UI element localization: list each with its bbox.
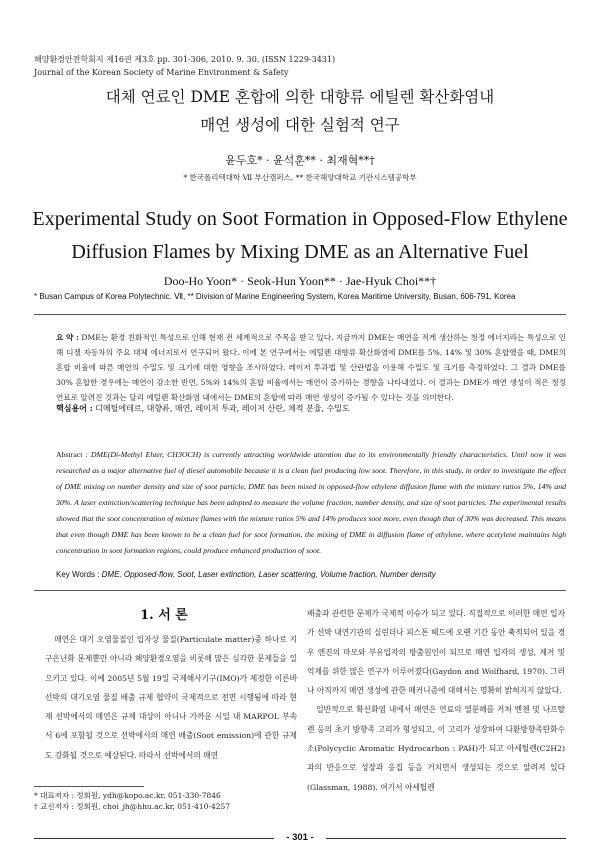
title-ko-line2: 매연 생성에 대한 실험적 연구 (200, 116, 400, 134)
abstract-en-label: Abstract : (56, 450, 88, 459)
journal-citation-ko: 해양환경안전학회지 제16권 제3호 pp. 301-306, 2010. 9. 30. (ISSN 1229-3431) (34, 55, 336, 64)
abstract-english (56, 447, 566, 559)
footnote-corresponding-author: * 대표저자 : 정회원, ydh@kopo.ac.kr, 051-330-7846 (34, 791, 221, 800)
body-column-left: 매연은 대기 오염물질인 입자상 물질(Particulate matter)중 하나로 지구온난화 문제뿐만 아니라 해양환경오염을 비롯해 많은 심각한 문제들을 일으키고 있다. 이에 2005년 5월 19일 국제해사기구(IMO)가 제정한 이른바 선박의 대기오염 물질 배출 규제 협약이 국제적으로 전면 시행됨에 따라 현재 선박에서의 매연은 규제 대상이 아니나 가까운 시일 내 MARPOL 부속서 6에 포함될 것으로 선박에서의 매연 배출(Soot emission)에 관한 규제도 강화될 것으로 예상된다. 따라서 선박에서의 매연 (45, 635, 297, 760)
page-number: - 301 - (286, 832, 314, 843)
authors-korean: 윤두호* · 윤석훈** · 최재혁**† (225, 154, 375, 167)
affiliation-english: * Busan Campus of Korea Polytechnic. Ⅶ, ** Division of Marine Engineering System, Korea Maritime University, Busan, 606-791, Korea (34, 292, 516, 301)
keywords-en-text: DME, Opposed-flow, Soot, Laser extinction, Laser scattering, Volume fraction, Number density (101, 570, 436, 579)
title-korean (0, 83, 600, 139)
keywords-ko-text: 디메틸에테르, 대향류, 매연, 레이저 투과, 레이저 산란, 체적 분율, 수밀도 (95, 404, 350, 413)
keywords-ko-label: 핵심용어 : (56, 403, 93, 413)
divider-bottom (34, 590, 566, 591)
title-en-line2: Diffusion Flames by Mixing DME as an Alternative Fuel (71, 241, 529, 263)
abstract-en-text: DME(Di-Methyl Ehter, CH3OCH) is currently attracting worldwide attention due to its environmentally friendly characteristics. Until now it was researched as a major alternative fuel of diesel automobile because it is a clean fuel producing low soot. Therefore, in this study, in order to investigate the effect of DME mixing on number density and size of soot particle, DME has been mixed in opposed-flow ethylene diffusion flame with the mixture ratios 5%, 14% and 30%. A laser extinction/scattering technique has been adopted to measure the volume fraction, number density, and size of soot particles. The experimental results showed that the soot concentration of mixture flames with the mixture ratios 5% and 14% produces soot more, even though that of 30% was decreased. This means that even though DME has been known to be a clean fuel for soot formation, the mixing of DME in diffusion flame of ethylene, where acetylene maintains high concentration in soot formation regions, could produce enhanced production of soot. (56, 450, 567, 555)
keywords-korean (56, 403, 350, 414)
title-ko-line1: 대체 연료인 DME 혼합에 의한 대향류 에틸렌 확산화염내 (105, 88, 495, 106)
abstract-ko-label: 요 약 : (56, 333, 79, 342)
affiliation-korean: * 한국폴리텍대학 Ⅶ 부산캠퍼스, ** 한국해양대학교 기관시스템공학부 (183, 173, 417, 182)
divider-top (34, 314, 566, 315)
body-column-right (307, 604, 565, 797)
title-en-line1: Experimental Study on Soot Formation in Opposed-Flow Ethylene (32, 208, 568, 230)
keywords-english (56, 570, 436, 579)
authors-english: Doo-Ho Yoon* · Seok-Hun Yoon** · Jae-Hyuk Choi**† (163, 274, 437, 288)
body-paragraph-1: 배출과 관련한 문제가 국제적 이슈가 되고 있다. 직접적으로 이러한 매연 입자가 선박 내연기관의 실린더나 피스톤 헤드에 오랜 기간 동안 축적되어 있을 경우 엔진의 마모와 부유입자의 방출원인이 되므로 매연 입자의 생성, 제거 및 억제를 위한 많은 연구가 이루어졌다(Gaydon and Wolfhard, 1970). 그러나 아직까지 매연 생성에 관한 메커니즘에 대해서는 명확히 밝혀지지 않았다. (307, 609, 565, 696)
abstract-ko-text: DME는 환경 친화적인 특성으로 인해 현재 전 세계적으로 주목을 받고 있다. 지금까지 DME는 매연을 적게 생산하는 청정 에너지라는 특성으로 인해 디젤 자동차의 주요 대체 에너지로서 연구되어 왔다. 이에 본 연구에서는 에틸렌 대향류 확산화염에 DME를 5%, 14% 및 30% 혼합했을 때, DME의 혼합 비율에 따른 매연의 수밀도 및 크기에 대한 영향을 조사하였다. 레이저 투과법 및 산란법을 이용해 수밀도 및 크기를 측정하였다. 그 결과 DME를 30% 혼합한 경우에는 매연이 감소한 반면, 5%와 14%의 혼합 비율에서는 매연이 증가하는 경향을 나타내었다. 이 결과는 DME가 매연 생성이 적은 청정 연료로 알려진 것과는 달리 에틸렌 확산화염 내에서는 DME의 혼합에 따라 매연 생성이 증가될 수 있다는 것을 의미한다. (56, 333, 567, 402)
section-heading-introduction: 1. 서 론 (140, 608, 188, 623)
abstract-korean (56, 330, 566, 405)
journal-citation-en: Journal of the Korean Society of Marine Environment & Safety (34, 68, 289, 77)
footnote-contact-author: † 교신저자 : 정회원, choi_jh@hhu.ac.kr, 051-410-4257 (34, 802, 231, 811)
title-english (0, 203, 600, 269)
footnotes (34, 790, 294, 812)
footnote-rule (34, 786, 144, 787)
journal-header (34, 53, 335, 79)
body-paragraph-2: 일반적으로 확산화염 내에서 매연은 연료의 열분해를 거쳐 벤젠 및 나프탈렌 등의 초기 방향족 고리가 형성되고, 이 고리가 성장하여 다환방향족탄화수소(Polycyclic Aromatic Hydrocarbon : PAH)가 되고 아세틸렌(C2H2)과의 반응으로 성장과 응집 등을 거치면서 생성되는 것으로 알려져 있다(Glassman, 1988). 여기서 아세틸렌 (307, 705, 565, 792)
keywords-en-label: Key Words : (56, 570, 100, 579)
